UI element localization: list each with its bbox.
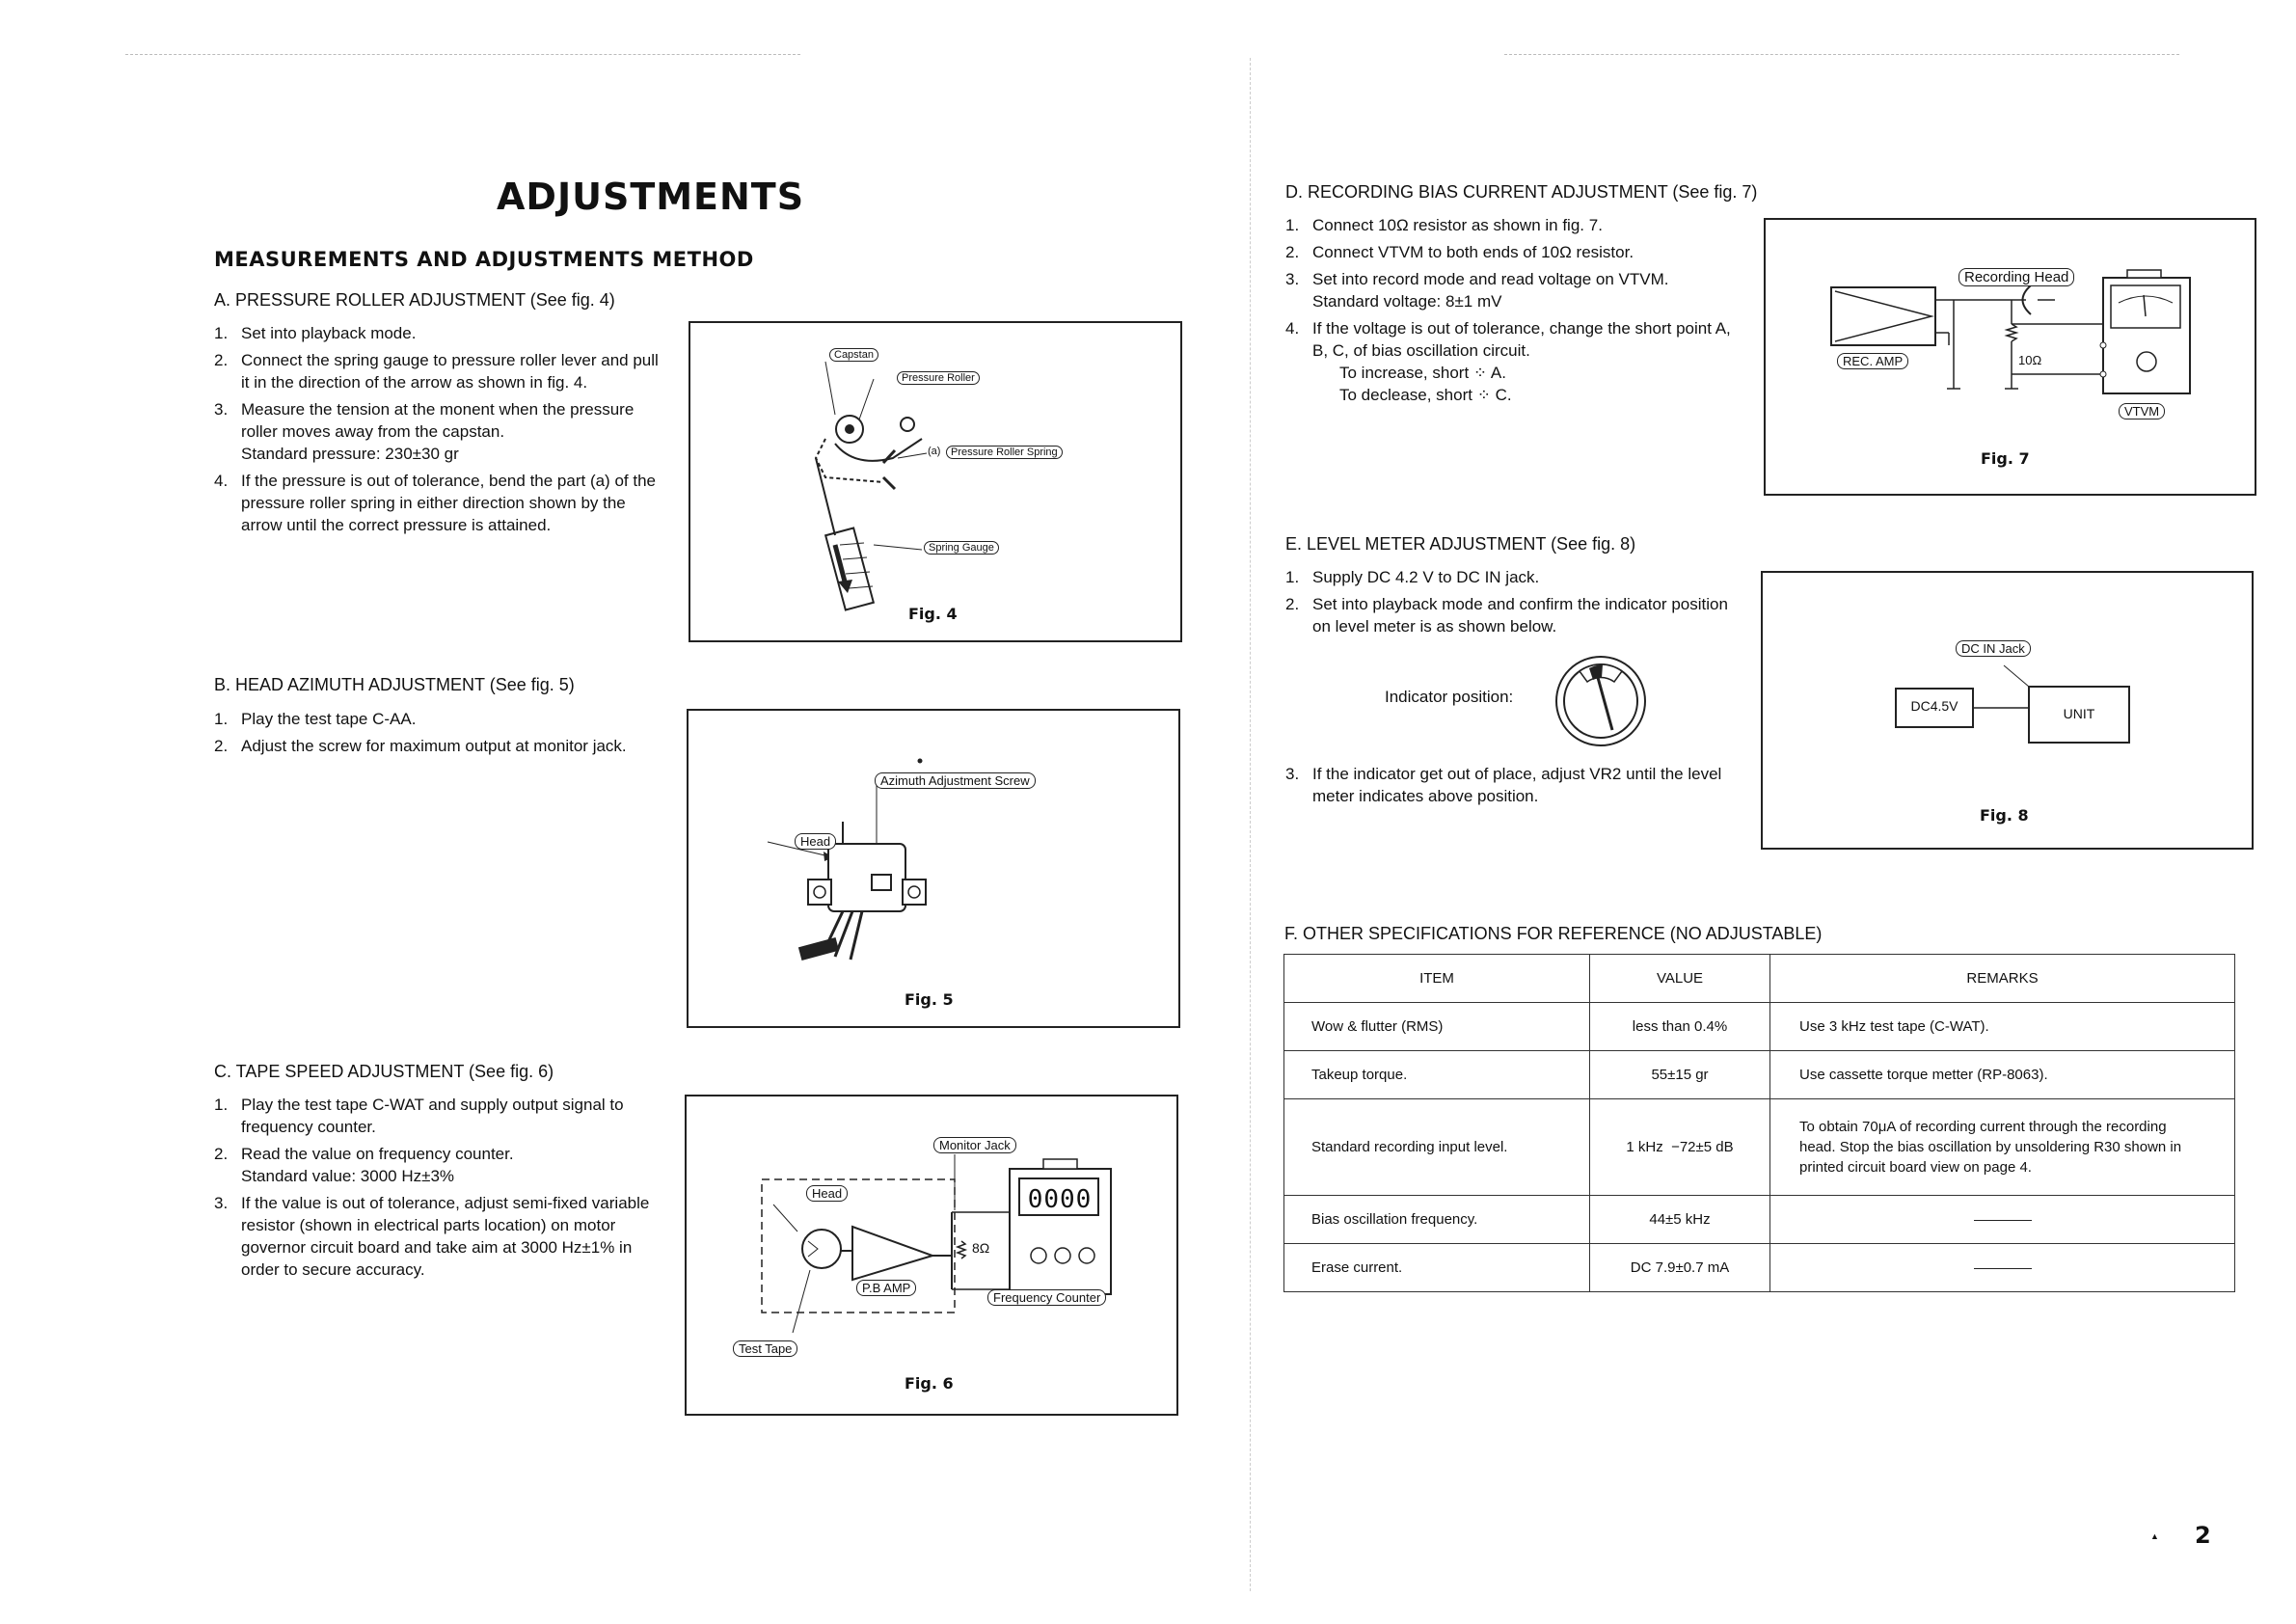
azimuth-screw-label: Azimuth Adjustment Screw (875, 772, 1036, 789)
section-a-heading: A. PRESSURE ROLLER ADJUSTMENT (See fig. 4) (214, 290, 615, 310)
list-item: 1. Connect 10Ω resistor as shown in fig. 7. (1285, 216, 1603, 234)
remarks-cell (1770, 1244, 2235, 1292)
remarks-cell (1770, 1196, 2235, 1244)
list-item: 2. Set into playback mode and confirm the indicator position on level meter is as shown below. (1285, 595, 1728, 636)
list-item: 2. Connect VTVM to both ends of 10Ω resistor. (1285, 243, 1634, 261)
section-e-steps (1285, 566, 1739, 642)
list-item: 1. Play the test tape C-WAT and supply output signal to frequency counter. (214, 1096, 624, 1136)
figure-caption: Fig. 5 (905, 990, 954, 1009)
list-item: 2. Adjust the screw for maximum output at monitor jack. (214, 737, 627, 755)
list-item: 3. Set into record mode and read voltage on VTVM. Standard voltage: 8±1 mV (1285, 270, 1669, 311)
value-cell: 55±15 gr (1590, 1051, 1770, 1099)
level-meter-indicator (1553, 653, 1649, 749)
tape-speed-diagram (687, 1096, 1176, 1414)
figure-caption: Fig. 6 (905, 1374, 954, 1393)
resistor-value: 10Ω (2018, 353, 2042, 367)
remarks-cell: Use 3 kHz test tape (C-WAT). (1770, 1003, 2235, 1051)
section-b-heading: B. HEAD AZIMUTH ADJUSTMENT (See fig. 5) (214, 675, 575, 694)
recording-head-label: Recording Head (1958, 268, 2074, 286)
list-item: 1. Set into playback mode. (214, 324, 417, 342)
head-azimuth-diagram (689, 711, 1178, 1026)
item-cell: Erase current. (1284, 1244, 1590, 1292)
table-header-row (1284, 955, 2235, 1003)
table-row (1284, 1244, 2235, 1292)
figure-7 (1764, 218, 2256, 496)
value-cell: less than 0.4% (1590, 1003, 1770, 1051)
table-row (1284, 1099, 2235, 1196)
item-cell: Wow & flutter (RMS) (1284, 1003, 1590, 1051)
value-cell: 1 kHz −72±5 dB (1590, 1099, 1770, 1196)
section-a-steps (214, 322, 663, 541)
page-fold-line (1250, 58, 1251, 1591)
empty-remark-dash (1974, 1268, 2032, 1269)
figure-4 (689, 321, 1182, 642)
table-row (1284, 1051, 2235, 1099)
vtvm-label: VTVM (2119, 403, 2165, 420)
remarks-cell: To obtain 70μA of recording current through the recording head. Stop the bias oscillation by unsoldering R30 shown in printed circuit board view on page 4. (1770, 1099, 2235, 1196)
item-cell: Takeup torque. (1284, 1051, 1590, 1099)
figure-6 (685, 1095, 1178, 1416)
dc-in-jack-label: DC IN Jack (1956, 640, 2031, 657)
page-subtitle: MEASUREMENTS AND ADJUSTMENTS METHOD (214, 248, 754, 271)
test-tape-label: Test Tape (733, 1340, 797, 1357)
rec-amp-label: REC. AMP (1837, 353, 1908, 369)
list-item: 1. Supply DC 4.2 V to DC IN jack. (1285, 568, 1540, 586)
figure-5 (687, 709, 1180, 1028)
specifications-table (1283, 954, 2235, 1292)
scan-artifact-line (125, 54, 800, 55)
column-header: REMARKS (1770, 955, 2235, 1003)
figure-caption: Fig. 4 (908, 605, 958, 623)
figure-caption: Fig. 8 (1980, 806, 2029, 825)
value-cell: 44±5 kHz (1590, 1196, 1770, 1244)
table-row (1284, 1196, 2235, 1244)
list-item: 3. If the value is out of tolerance, adjust semi-fixed variable resistor (shown in electrical parts location) on motor governor circuit board and take aim at 3000 Hz±1% in order to secure accuracy. (214, 1194, 650, 1279)
counter-display: 0000 (1027, 1185, 1093, 1214)
frequency-counter-label: Frequency Counter (987, 1289, 1106, 1306)
section-c-heading: C. TAPE SPEED ADJUSTMENT (See fig. 6) (214, 1062, 554, 1081)
pb-amp-label: P.B AMP (856, 1280, 916, 1296)
page-title: ADJUSTMENTS (497, 176, 805, 218)
dc-source-box: DC4.5V (1910, 698, 1958, 714)
head-label: Head (795, 833, 836, 850)
pressure-roller-spring-label: Pressure Roller Spring (946, 446, 1063, 459)
empty-remark-dash (1974, 1220, 2032, 1221)
arrow-marker-icon: ▲ (2150, 1531, 2159, 1541)
list-item: 4. If the pressure is out of tolerance, bend the part (a) of the pressure roller spring in either direction shown by the arrow until the correct pressure is attained. (214, 472, 656, 534)
value-cell: DC 7.9±0.7 mA (1590, 1244, 1770, 1292)
unit-box: UNIT (2063, 706, 2095, 721)
section-b-steps (214, 708, 663, 762)
resistor-value: 8Ω (972, 1240, 990, 1256)
section-d-heading: D. RECORDING BIAS CURRENT ADJUSTMENT (See fig. 7) (1285, 182, 1758, 202)
pressure-roller-label: Pressure Roller (897, 371, 980, 385)
section-e-step-3 (1285, 763, 1739, 812)
list-item: 3. If the indicator get out of place, adjust VR2 until the level meter indicates above position. (1285, 765, 1722, 805)
indicator-position-label: Indicator position: (1385, 688, 1514, 706)
capstan-label: Capstan (829, 348, 878, 362)
figure-caption: Fig. 7 (1981, 449, 2030, 468)
remarks-cell: Use cassette torque metter (RP-8063). (1770, 1051, 2235, 1099)
part-a-mark: (a) (928, 446, 941, 457)
section-c-steps (214, 1094, 663, 1286)
section-d-steps (1285, 214, 1739, 411)
figure-8 (1761, 571, 2254, 850)
list-item: 2. Read the value on frequency counter. Standard value: 3000 Hz±3% (214, 1145, 514, 1185)
column-header: ITEM (1284, 955, 1590, 1003)
column-header: VALUE (1590, 955, 1770, 1003)
head-label: Head (806, 1185, 848, 1202)
list-item: 3. Measure the tension at the monent when the pressure roller moves away from the capstan. Standard pressure: 230±30 gr (214, 400, 635, 463)
scan-artifact-line (1504, 54, 2179, 55)
table-row (1284, 1003, 2235, 1051)
item-cell: Bias oscillation frequency. (1284, 1196, 1590, 1244)
list-item: 1. Play the test tape C-AA. (214, 710, 417, 728)
monitor-jack-label: Monitor Jack (933, 1137, 1016, 1153)
page-number: 2 (2195, 1522, 2211, 1549)
section-f-heading: F. OTHER SPECIFICATIONS FOR REFERENCE (NO ADJUSTABLE) (1284, 924, 1823, 943)
item-cell: Standard recording input level. (1284, 1099, 1590, 1196)
section-e-heading: E. LEVEL METER ADJUSTMENT (See fig. 8) (1285, 534, 1636, 554)
list-item: 4. If the voltage is out of tolerance, change the short point A, B, C, of bias oscillation circuit. To increase, short ⁘ A. To declease, short ⁘ C. (1285, 319, 1731, 404)
spring-gauge-label: Spring Gauge (924, 541, 999, 555)
list-item: 2. Connect the spring gauge to pressure roller lever and pull it in the direction of the arrow as shown in fig. 4. (214, 351, 659, 392)
